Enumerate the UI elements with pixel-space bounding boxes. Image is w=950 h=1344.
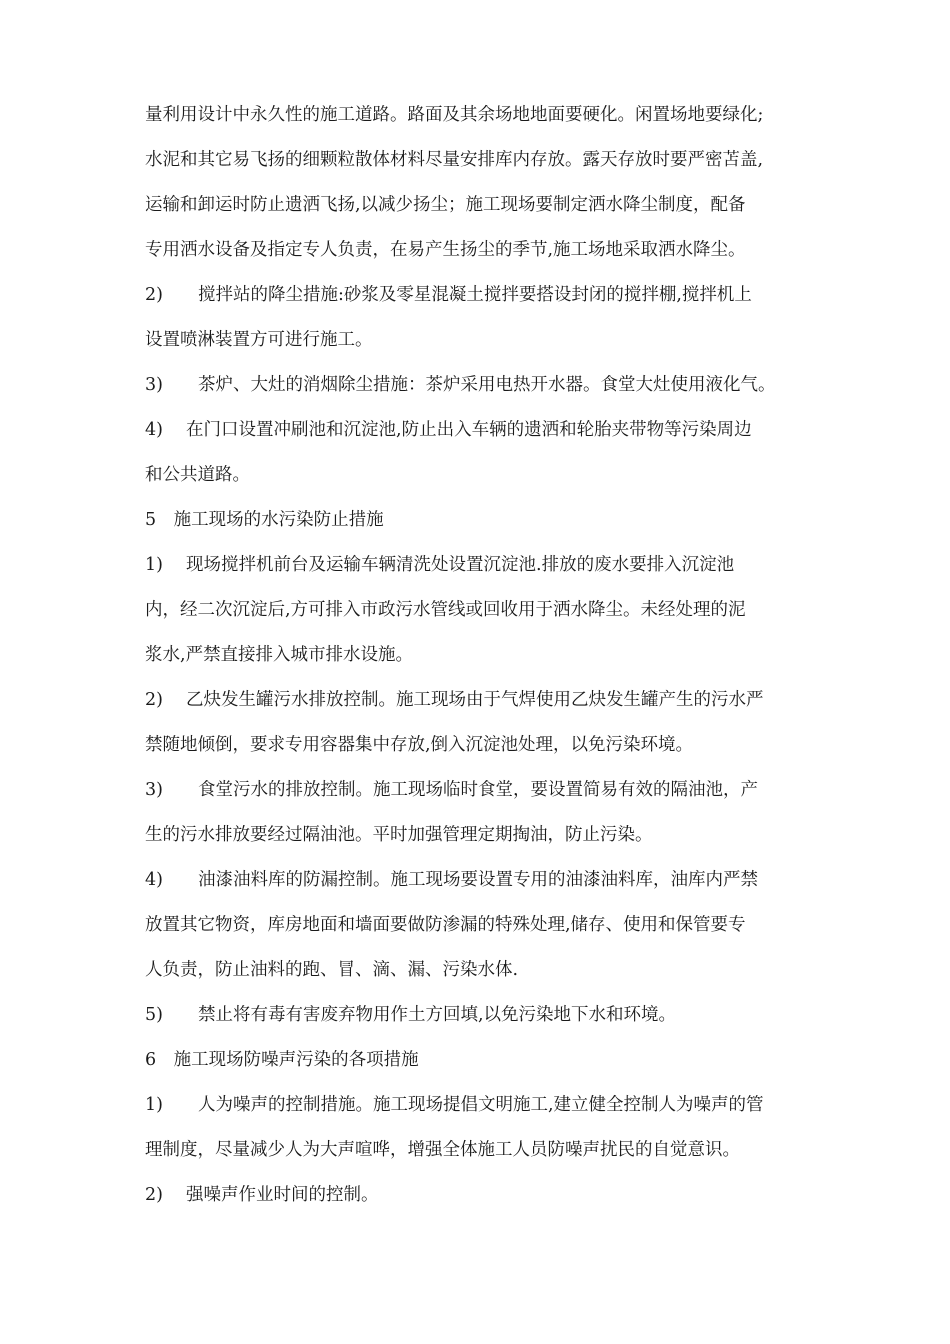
text-line: 生的污水排放要经过隔油池。平时加强管理定期掏油，防止污染。 (145, 825, 653, 845)
text-line: 专用洒水设备及指定专人负责，在易产生扬尘的季节,施工场地采取洒水降尘。 (145, 240, 746, 260)
text-line: 人负责，防止油料的跑、冒、滴、漏、污染水体. (145, 960, 519, 980)
text-line: 浆水,严禁直接排入城市排水设施。 (145, 645, 414, 665)
text-line: 2) 强噪声作业时间的控制。 (145, 1185, 379, 1205)
text-line: 2) 乙炔发生罐污水排放控制。施工现场由于气焊使用乙炔发生罐产生的污水严 (145, 690, 764, 710)
section-heading: 5 施工现场的水污染防止措施 (145, 510, 384, 530)
text-line: 放置其它物资，库房地面和墙面要做防渗漏的特殊处理,储存、使用和保管要专 (145, 915, 746, 935)
text-line: 和公共道路。 (145, 465, 250, 485)
text-line: 1) 现场搅拌机前台及运输车辆清洗处设置沉淀池.排放的废水要排入沉淀池 (145, 555, 735, 575)
text-line: 理制度，尽量减少人为大声喧哗，增强全体施工人员防噪声扰民的自觉意识。 (145, 1140, 740, 1160)
text-line: 2) 搅拌站的降尘措施:砂浆及零星混凝土搅拌要搭设封闭的搅拌棚,搅拌机上 (145, 285, 752, 305)
section-heading: 6 施工现场防噪声污染的各项措施 (145, 1050, 419, 1070)
text-line: 1) 人为噪声的控制措施。施工现场提倡文明施工,建立健全控制人为噪声的管 (145, 1095, 764, 1115)
text-line: 5) 禁止将有毒有害废弃物用作土方回填,以免污染地下水和环境。 (145, 1005, 677, 1025)
text-line: 量利用设计中永久性的施工道路。路面及其余场地地面要硬化。闲置场地要绿化; (145, 105, 764, 125)
text-line: 设置喷淋装置方可进行施工。 (145, 330, 373, 350)
text-line: 3) 茶炉、大灶的消烟除尘措施：茶炉采用电热开水器。食堂大灶使用液化气。 (145, 375, 776, 395)
text-line: 3) 食堂污水的排放控制。施工现场临时食堂，要设置简易有效的隔油池，产 (145, 780, 758, 800)
text-line: 运输和卸运时防止遗洒飞扬,以减少扬尘；施工现场要制定洒水降尘制度，配备 (145, 195, 746, 215)
text-line: 4) 在门口设置冲刷池和沉淀池,防止出入车辆的遗洒和轮胎夹带物等污染周边 (145, 420, 752, 440)
text-line: 4) 油漆油料库的防漏控制。施工现场要设置专用的油漆油料库，油库内严禁 (145, 870, 758, 890)
text-line: 水泥和其它易飞扬的细颗粒散体材料尽量安排库内存放。露天存放时要严密苫盖, (145, 150, 764, 170)
text-line: 内，经二次沉淀后,方可排入市政污水管线或回收用于洒水降尘。未经处理的泥 (145, 600, 746, 620)
text-line: 禁随地倾倒，要求专用容器集中存放,倒入沉淀池处理，以免污染环境。 (145, 735, 694, 755)
